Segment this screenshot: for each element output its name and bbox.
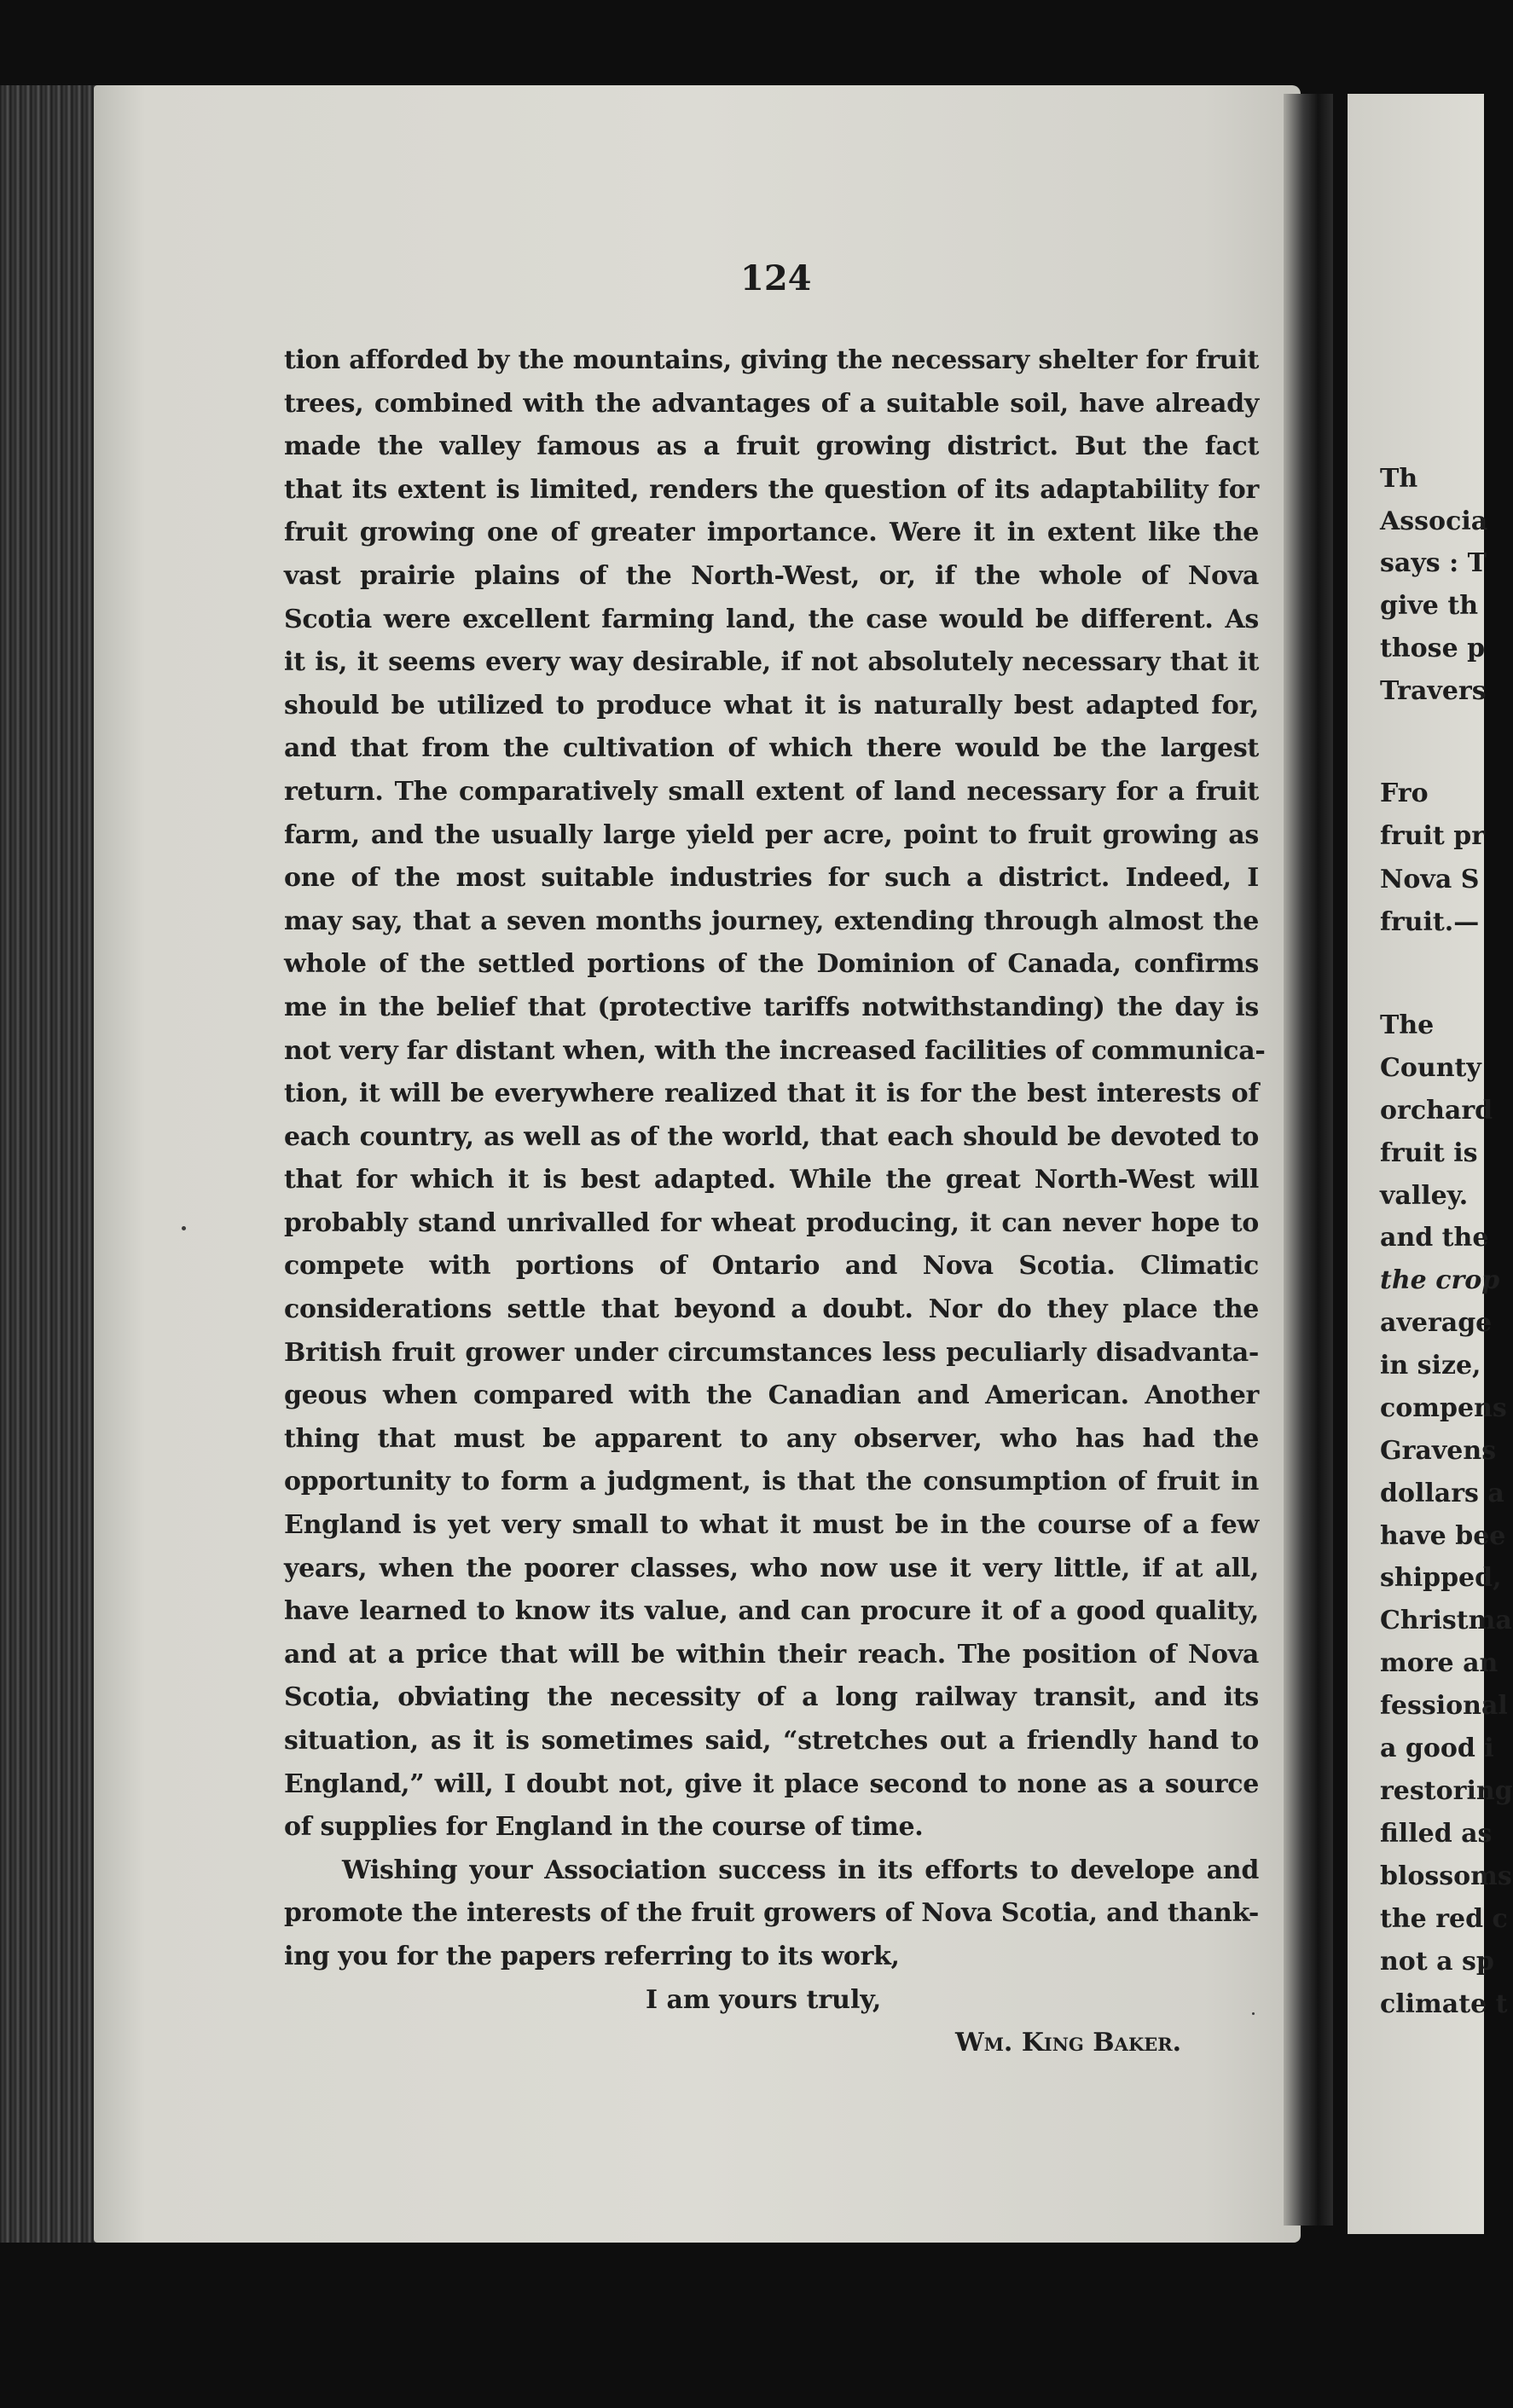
letter-closing: I am yours truly, (646, 1984, 882, 2015)
facing-page-line: the crop (1380, 1265, 1500, 1295)
scan-speck (1252, 2012, 1255, 2015)
facing-page-line: blossoms (1380, 1861, 1512, 1891)
page-number: 124 (740, 258, 812, 298)
text-line: have learned to know its value, and can procure it of a good quality, (284, 1596, 1259, 1627)
text-line: farm, and the usually large yield per acre, point to fruit growing as (284, 819, 1259, 850)
facing-page-line: climate t (1380, 1989, 1508, 2019)
text-line: geous when compared with the Canadian and American. Another (284, 1381, 1259, 1411)
facing-page-line: orchard (1380, 1096, 1493, 1126)
facing-page-line: Th (1380, 464, 1418, 494)
text-line: should be utilized to produce what it is naturally best adapted for, (284, 690, 1259, 721)
facing-page-line: fruit is (1380, 1138, 1478, 1168)
facing-page-line: filled as (1380, 1819, 1493, 1849)
text-line: thing that must be apparent to any observer, who has had the (284, 1423, 1259, 1454)
facing-page-line: valley. (1380, 1181, 1469, 1211)
letter-signature: Wm. King Baker. (955, 2028, 1182, 2058)
facing-page-line: says : T (1380, 548, 1487, 578)
facing-page-line: more an (1380, 1648, 1499, 1678)
facing-page-line: dollars a (1380, 1479, 1504, 1508)
text-line: not very far distant when, with the increased facilities of communica- (284, 1035, 1266, 1066)
text-line: Scotia, obviating the necessity of a long railway transit, and its (284, 1682, 1259, 1713)
facing-page-line: Associa (1380, 506, 1488, 536)
letter-body (284, 339, 1266, 2065)
text-line: ing you for the papers referring to its work, (284, 1941, 900, 1971)
facing-page-line: The (1380, 1010, 1435, 1040)
facing-page-line: Fro (1380, 779, 1429, 808)
text-line: England,” will, I doubt not, give it place second to none as a source (284, 1768, 1259, 1799)
facing-page-line: average (1380, 1308, 1493, 1338)
text-line: opportunity to form a judgment, is that the consumption of fruit in (284, 1467, 1259, 1497)
facing-page-line: County (1380, 1053, 1481, 1083)
text-line: considerations settle that beyond a doubt. Nor do they place the (284, 1294, 1259, 1325)
text-line: may say, that a seven months journey, extending through almost the (284, 906, 1259, 936)
paragraph-2 (284, 1849, 1259, 1979)
text-line: England is yet very small to what it must be in the course of a few (284, 1510, 1259, 1541)
facing-page-line: compens (1380, 1393, 1507, 1423)
facing-page-line: those p (1380, 634, 1486, 663)
facing-page-line: a good i (1380, 1734, 1494, 1763)
text-line: Scotia were excellent farming land, the case would be different. As (284, 604, 1259, 634)
facing-page-line: in size, (1380, 1351, 1481, 1381)
facing-page-line: Nova S (1380, 865, 1480, 894)
book-binding-edge (0, 85, 101, 2243)
text-line: whole of the settled portions of the Dominion of Canada, confirms (284, 949, 1259, 980)
paragraph-1 (284, 339, 1266, 1849)
facing-page-line: and the (1380, 1223, 1489, 1253)
text-line: compete with portions of Ontario and Nova Scotia. Climatic (284, 1251, 1259, 1282)
facing-page-line: not a sp (1380, 1947, 1494, 1977)
facing-page-line: restoring (1380, 1776, 1513, 1806)
text-line: return. The comparatively small extent of land necessary for a fruit (284, 776, 1259, 807)
text-line: and that from the cultivation of which there would be the largest (284, 733, 1259, 764)
facing-page-line: Travers (1380, 676, 1487, 706)
text-line: that for which it is best adapted. While the great North-West will (284, 1165, 1259, 1195)
text-line: British fruit grower under circumstances less peculiarly disadvanta- (284, 1337, 1259, 1368)
facing-page-line: give th (1380, 591, 1479, 621)
text-line: Wishing your Association success in its efforts to develope and (342, 1855, 1259, 1885)
text-line: of supplies for England in the course of time. (284, 1812, 924, 1843)
facing-page-line: Gravens (1380, 1436, 1497, 1466)
text-line: me in the belief that (protective tariffs notwithstanding) the day is (284, 992, 1259, 1022)
facing-page-line: fruit pr (1380, 821, 1486, 851)
scan-speck (182, 1226, 186, 1230)
text-line: tion, it will be everywhere realized that it is for the best interests of (284, 1079, 1259, 1109)
text-line: and at a price that will be within their reach. The position of Nova (284, 1639, 1259, 1670)
facing-page-line: fruit.— (1380, 907, 1480, 937)
text-line: trees, combined with the advantages of a suitable soil, have already (284, 388, 1259, 419)
facing-page-line: have bee (1380, 1521, 1506, 1551)
text-line: probably stand unrivalled for wheat producing, it can never hope to (284, 1207, 1259, 1238)
text-line: one of the most suitable industries for such a district. Indeed, I (284, 863, 1259, 894)
facing-page-line: fessional (1380, 1691, 1508, 1721)
text-line: situation, as it is sometimes said, “stretches out a friendly hand to (284, 1726, 1259, 1756)
text-line: tion afforded by the mountains, giving the necessary shelter for fruit (284, 345, 1259, 375)
text-line: years, when the poorer classes, who now use it very little, if at all, (284, 1553, 1259, 1583)
text-line: each country, as well as of the world, that each should be devoted to (284, 1121, 1259, 1152)
text-line: promote the interests of the fruit growers of Nova Scotia, and thank- (284, 1898, 1259, 1929)
text-line: it is, it seems every way desirable, if not absolutely necessary that it (284, 647, 1259, 678)
book-gutter-shadow (1284, 94, 1333, 2226)
text-line: fruit growing one of greater importance. Were it in extent like the (284, 518, 1259, 548)
facing-page-line: shipped, (1380, 1563, 1502, 1593)
text-line: vast prairie plains of the North-West, or, if the whole of Nova (284, 560, 1259, 591)
facing-page-line: the red c (1380, 1904, 1508, 1934)
facing-page-line: Christma (1380, 1606, 1512, 1635)
text-line: made the valley famous as a fruit growing district. But the fact (284, 431, 1259, 462)
text-line: that its extent is limited, renders the question of its adaptability for (284, 474, 1259, 505)
